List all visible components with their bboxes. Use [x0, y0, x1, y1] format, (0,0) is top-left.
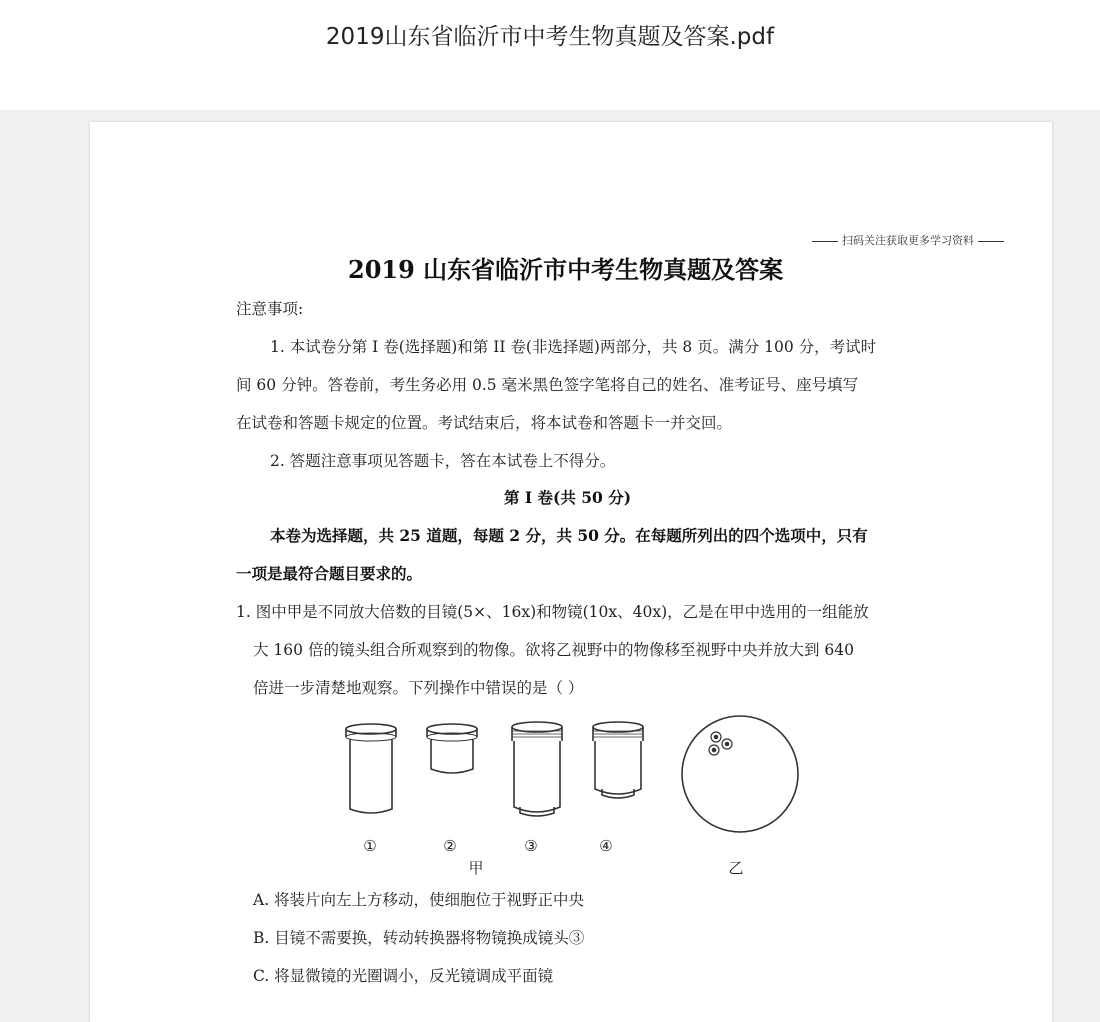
- viewer-header: [0, 0, 1100, 110]
- lens-label-2: ②: [443, 837, 457, 855]
- notice-2: 2. 答题注意事项见答题卡，答在本试卷上不得分。: [270, 452, 616, 470]
- notice-1-line-2: 间 60 分钟。答卷前，考生务必用 0.5 毫米黑色签字笔将自己的姓名、准考证号、座号填写: [236, 376, 859, 394]
- field-of-view: [682, 716, 798, 832]
- lens-1-eyepiece: [346, 724, 396, 813]
- lens-label-1: ①: [363, 837, 377, 855]
- qr-note: [808, 232, 1008, 248]
- question-1-line-3: 倍进一步清楚地观察。下列操作中错误的是（ ）: [253, 679, 584, 697]
- option-a: A. 将装片向左上方移动，使细胞位于视野正中央: [253, 891, 585, 909]
- lens-3-objective: [512, 722, 562, 816]
- document-title: 2019山东省临沂市中考生物真题及答案.pdf: [325, 24, 775, 50]
- lens-4-objective: [593, 722, 643, 798]
- figure-label-jia: 甲: [468, 859, 484, 877]
- notice-heading: 注意事项:: [236, 300, 304, 318]
- qr-note-right-rule: [978, 241, 1004, 242]
- figure-label-yi: 乙: [728, 859, 744, 877]
- exam-title: 2019 山东省临沂市中考生物真题及答案: [348, 255, 784, 284]
- qr-note-text: 扫码关注获取更多学习资料: [842, 234, 974, 247]
- option-c: C. 将显微镜的光圈调小，反光镜调成平面镜: [253, 967, 554, 985]
- lens-label-3: ③: [524, 837, 538, 855]
- lens-2-eyepiece: [427, 724, 477, 773]
- lens-label-4: ④: [599, 837, 613, 855]
- notice-1-line-3: 在试卷和答题卡规定的位置。考试结束后，将本试卷和答题卡一并交回。: [236, 414, 733, 432]
- section-title: 第 I 卷(共 50 分): [504, 488, 632, 507]
- pdf-page: [90, 122, 1052, 1022]
- microscope-lens-figure: [326, 707, 806, 877]
- question-1-line-2: 大 160 倍的镜头组合所观察到的物像。欲将乙视野中的物像移至视野中央并放大到 640: [253, 641, 854, 659]
- notice-1-line-1: 1. 本试卷分第 I 卷(选择题)和第 II 卷(非选择题)两部分，共 8 页。满分 100 分，考试时: [270, 338, 877, 356]
- qr-note-left-rule: [812, 241, 838, 242]
- section-desc-line-2: 一项是最符合题目要求的。: [236, 564, 423, 583]
- option-b: B. 目镜不需要换，转动转换器将物镜换成镜头③: [253, 929, 585, 947]
- question-1-line-1: 1. 图中甲是不同放大倍数的目镜(5×、16x)和物镜(10x、40x)，乙是在甲中选用的一组能放: [236, 603, 869, 621]
- section-desc-line-1: 本卷为选择题，共 25 道题，每题 2 分，共 50 分。在每题所列出的四个选项中，只有: [270, 526, 868, 545]
